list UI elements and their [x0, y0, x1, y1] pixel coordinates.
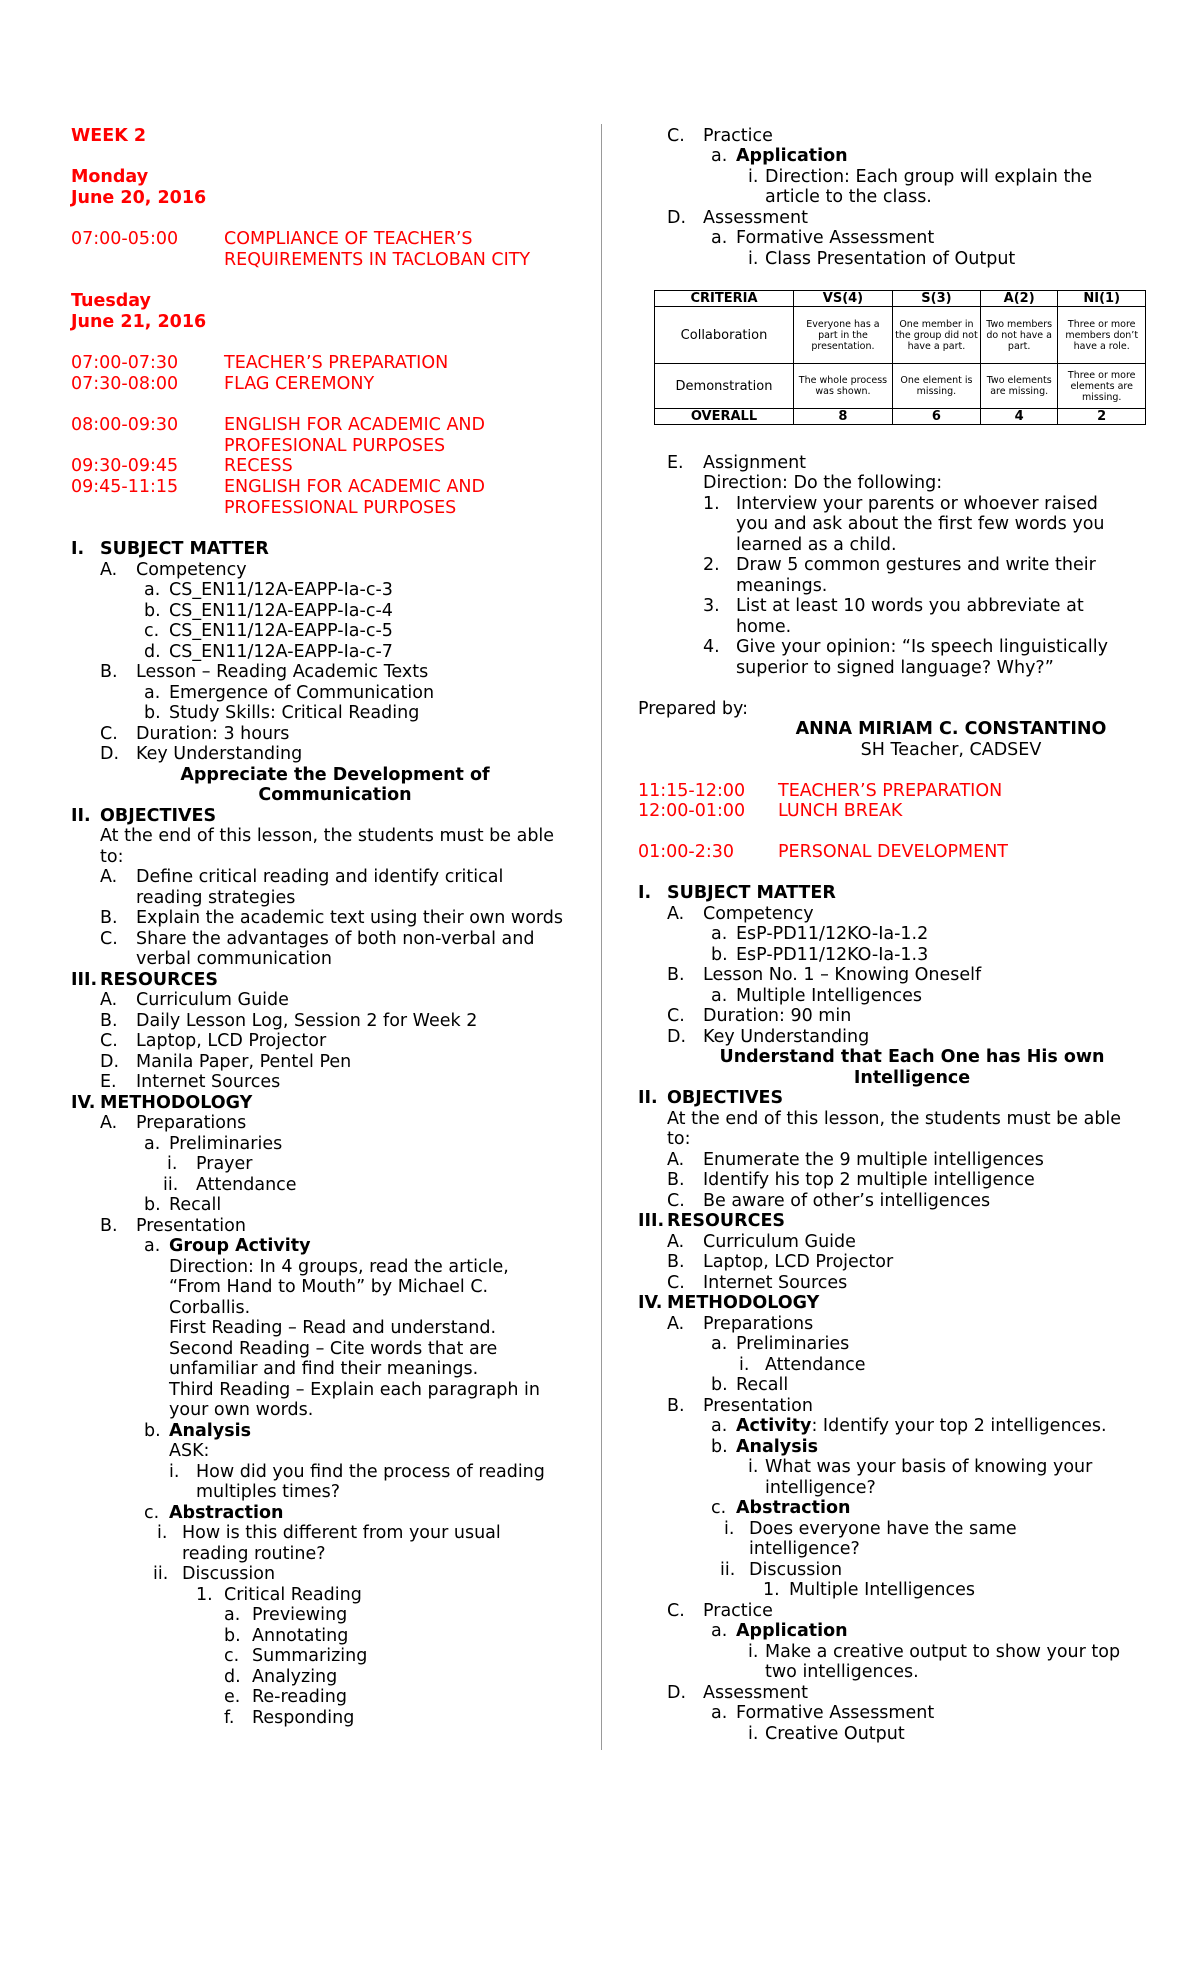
list-marker: i.	[748, 1642, 759, 1662]
rubric-criteria: Collaboration	[655, 307, 794, 364]
rubric-header: CRITERIA	[655, 291, 794, 307]
list-item: Draw 5 common gestures and write their	[736, 555, 1096, 575]
list-marker: B.	[100, 908, 118, 928]
list-marker: C.	[667, 126, 685, 146]
list-item: What was your basis of knowing your	[765, 1457, 1093, 1477]
list-item: Duration: 3 hours	[136, 724, 290, 744]
rubric-cell: Two members do not have a part.	[980, 307, 1057, 364]
list-item: home.	[736, 617, 792, 637]
list-marker: E.	[100, 1072, 117, 1092]
list-item: intelligence?	[765, 1478, 876, 1498]
objectives-intro: to:	[100, 847, 124, 867]
schedule-activity: COMPLIANCE OF TEACHER’S	[224, 229, 473, 249]
list-marker: b.	[711, 945, 728, 965]
list-item: Study Skills: Critical Reading	[169, 703, 420, 723]
activity-text: Third Reading – Explain each paragraph in	[169, 1380, 540, 1400]
list-marker: 4.	[703, 637, 720, 657]
list-marker: 1.	[763, 1580, 780, 1600]
list-item: Previewing	[252, 1605, 348, 1625]
group-activity-title: Group Activity	[169, 1236, 311, 1256]
rubric-header: VS(4)	[794, 291, 893, 307]
list-marker: C.	[667, 1006, 685, 1026]
abstraction-title: Abstraction	[736, 1498, 851, 1518]
list-marker: b.	[144, 601, 161, 621]
list-item: Discussion	[182, 1564, 276, 1584]
activity-text: your own words.	[169, 1400, 314, 1420]
section-title: SUBJECT MATTER	[667, 883, 836, 903]
rubric-cell: Three or more elements are missing.	[1058, 364, 1146, 409]
list-item: superior to signed language? Why?”	[736, 658, 1054, 678]
objectives-intro: to:	[667, 1129, 691, 1149]
list-item: Make a creative output to show your top	[765, 1642, 1121, 1662]
list-item: Preparations	[136, 1113, 247, 1133]
list-item: Multiple Intelligences	[736, 986, 923, 1006]
list-item: Define critical reading and identify critical	[136, 867, 504, 887]
list-item: Multiple Intelligences	[789, 1580, 976, 1600]
list-marker: C.	[667, 1601, 685, 1621]
section-title: METHODOLOGY	[100, 1093, 253, 1113]
schedule-time: 08:00-09:30	[71, 415, 179, 435]
schedule-activity: REQUIREMENTS IN TACLOBAN CITY	[224, 250, 531, 270]
list-marker: B.	[667, 1252, 685, 1272]
list-marker: c.	[144, 1503, 160, 1523]
monday-date: June 20, 2016	[71, 188, 207, 208]
list-item: multiples times?	[196, 1482, 341, 1502]
list-item: you and ask about the first few words you	[736, 514, 1105, 534]
list-item: Practice	[703, 126, 773, 146]
list-marker: i.	[748, 1457, 759, 1477]
application-title: Application	[736, 1621, 848, 1641]
list-item: CS_EN11/12A-EAPP-Ia-c-7	[169, 642, 393, 662]
list-marker: 3.	[703, 596, 720, 616]
rubric-header: A(2)	[980, 291, 1057, 307]
section-title: OBJECTIVES	[667, 1088, 784, 1108]
rubric-row	[655, 307, 1146, 364]
schedule-time: 07:00-05:00	[71, 229, 179, 249]
rubric-table	[654, 290, 1146, 425]
list-marker: A.	[667, 1150, 685, 1170]
list-marker: A.	[100, 990, 118, 1010]
list-item: Key Understanding	[703, 1027, 870, 1047]
section-number: III.	[638, 1211, 665, 1231]
list-marker: 2.	[703, 555, 720, 575]
list-marker: b.	[144, 1195, 161, 1215]
schedule-activity: FLAG CEREMONY	[224, 374, 375, 394]
list-marker: B.	[100, 662, 118, 682]
list-marker: a.	[711, 1416, 728, 1436]
schedule-activity: ENGLISH FOR ACADEMIC AND	[224, 415, 485, 435]
schedule-activity: TEACHER’S PREPARATION	[778, 781, 1003, 801]
list-item: Formative Assessment	[736, 1703, 935, 1723]
activity-text: Corballis.	[169, 1298, 251, 1318]
rubric-cell: One element is missing.	[892, 364, 980, 409]
list-marker: b.	[144, 703, 161, 723]
list-marker: A.	[100, 1113, 118, 1133]
list-marker: C.	[667, 1191, 685, 1211]
list-item: Daily Lesson Log, Session 2 for Week 2	[136, 1011, 478, 1031]
list-marker: D.	[667, 208, 687, 228]
section-number: II.	[638, 1088, 658, 1108]
list-item: Lesson No. 1 – Knowing Oneself	[703, 965, 982, 985]
list-marker: D.	[667, 1027, 687, 1047]
list-marker: i.	[748, 1724, 759, 1744]
list-item: Lesson – Reading Academic Texts	[136, 662, 429, 682]
monday-day: Monday	[71, 167, 149, 187]
prepared-by-label: Prepared by:	[638, 699, 748, 719]
list-marker: ii.	[163, 1175, 179, 1195]
list-item: Presentation	[136, 1216, 246, 1236]
column-divider	[601, 124, 602, 1750]
list-item: reading strategies	[136, 888, 296, 908]
rubric-overall-label: OVERALL	[655, 409, 794, 425]
activity-text: : Identify your top 2 intelligences.	[811, 1416, 1107, 1436]
list-item: Creative Output	[765, 1724, 905, 1744]
list-item: Preliminaries	[736, 1334, 850, 1354]
application-title: Application	[736, 146, 848, 166]
list-item: Laptop, LCD Projector	[136, 1031, 327, 1051]
rubric-overall-value: 4	[980, 409, 1057, 425]
schedule-activity: ENGLISH FOR ACADEMIC AND	[224, 477, 485, 497]
list-marker: e.	[224, 1687, 241, 1707]
key-understanding: Understand that Each One has His own	[719, 1047, 1105, 1067]
list-marker: i.	[169, 1462, 180, 1482]
list-marker: a.	[144, 1134, 161, 1154]
rubric-row	[655, 364, 1146, 409]
list-item: verbal communication	[136, 949, 332, 969]
list-item: Direction: Each group will explain the	[765, 167, 1093, 187]
list-marker: E.	[667, 453, 684, 473]
list-marker: 1.	[196, 1585, 213, 1605]
activity-text: First Reading – Read and understand.	[169, 1318, 497, 1338]
list-marker: i.	[157, 1523, 168, 1543]
list-item: Identify his top 2 multiple intelligence	[703, 1170, 1035, 1190]
preparer-title: SH Teacher, CADSEV	[860, 740, 1042, 760]
list-item: Curriculum Guide	[703, 1232, 856, 1252]
list-marker: i.	[748, 167, 759, 187]
section-title: RESOURCES	[667, 1211, 785, 1231]
schedule-activity: TEACHER’S PREPARATION	[224, 353, 449, 373]
list-item: CS_EN11/12A-EAPP-Ia-c-5	[169, 621, 393, 641]
schedule-time: 09:30-09:45	[71, 456, 179, 476]
rubric-cell: Everyone has a part in the presentation.	[794, 307, 893, 364]
list-marker: c.	[224, 1646, 240, 1666]
list-marker: A.	[100, 560, 118, 580]
list-marker: a.	[711, 1703, 728, 1723]
list-item: Laptop, LCD Projector	[703, 1252, 894, 1272]
list-item: Assessment	[703, 1683, 808, 1703]
rubric-cell: Three or more members don’t have a role.	[1058, 307, 1146, 364]
list-marker: a.	[711, 924, 728, 944]
list-marker: B.	[667, 1396, 685, 1416]
rubric-overall-row	[655, 409, 1146, 425]
list-marker: i.	[739, 1355, 750, 1375]
assignment-direction: Direction: Do the following:	[703, 473, 943, 493]
rubric-header: NI(1)	[1058, 291, 1146, 307]
tuesday-date: June 21, 2016	[71, 312, 207, 332]
section-number: IV.	[638, 1293, 663, 1313]
list-item: Class Presentation of Output	[765, 249, 1016, 269]
list-item: Duration: 90 min	[703, 1006, 852, 1026]
list-item: CS_EN11/12A-EAPP-Ia-c-3	[169, 580, 393, 600]
list-item: Assignment	[703, 453, 807, 473]
schedule-time: 11:15-12:00	[638, 781, 746, 801]
list-item: Annotating	[252, 1626, 349, 1646]
list-item	[736, 1416, 1107, 1436]
list-marker: 1.	[703, 494, 720, 514]
list-item: article to the class.	[765, 187, 932, 207]
list-marker: A.	[667, 1232, 685, 1252]
rubric-criteria: Demonstration	[655, 364, 794, 409]
list-item: Enumerate the 9 multiple intelligences	[703, 1150, 1044, 1170]
schedule-activity: LUNCH BREAK	[778, 801, 903, 821]
analysis-title: Analysis	[169, 1421, 252, 1441]
list-item: Give your opinion: “Is speech linguistically	[736, 637, 1108, 657]
list-marker: a.	[711, 146, 728, 166]
activity-text: “From Hand to Mouth” by Michael C.	[169, 1277, 489, 1297]
list-item: Formative Assessment	[736, 228, 935, 248]
section-title: RESOURCES	[100, 970, 218, 990]
list-item: Curriculum Guide	[136, 990, 289, 1010]
schedule-activity: PROFESSIONAL PURPOSES	[224, 498, 457, 518]
list-marker: a.	[224, 1605, 241, 1625]
list-item: Attendance	[765, 1355, 866, 1375]
list-item: Share the advantages of both non-verbal and	[136, 929, 535, 949]
rubric-cell: Two elements are missing.	[980, 364, 1057, 409]
ask-label: ASK:	[169, 1441, 210, 1461]
list-item: How is this different from your usual	[182, 1523, 501, 1543]
schedule-time: 09:45-11:15	[71, 477, 179, 497]
list-item: List at least 10 words you abbreviate at	[736, 596, 1084, 616]
list-item: Discussion	[749, 1560, 843, 1580]
list-item: Attendance	[196, 1175, 297, 1195]
list-item: Responding	[252, 1708, 355, 1728]
list-marker: D.	[100, 744, 120, 764]
list-marker: C.	[667, 1273, 685, 1293]
list-marker: f.	[224, 1708, 235, 1728]
analysis-title: Analysis	[736, 1437, 819, 1457]
list-item: How did you find the process of reading	[196, 1462, 545, 1482]
list-marker: d.	[144, 642, 161, 662]
preparer-name: ANNA MIRIAM C. CONSTANTINO	[795, 719, 1107, 739]
list-marker: a.	[711, 986, 728, 1006]
section-number: IV.	[71, 1093, 96, 1113]
list-item: Key Understanding	[136, 744, 303, 764]
list-item: Recall	[169, 1195, 222, 1215]
list-item: EsP-PD11/12KO-Ia-1.2	[736, 924, 929, 944]
list-item: Practice	[703, 1601, 773, 1621]
list-marker: C.	[100, 929, 118, 949]
list-marker: b.	[144, 1421, 161, 1441]
list-item: Competency	[703, 904, 814, 924]
list-marker: c.	[711, 1498, 727, 1518]
list-marker: A.	[100, 867, 118, 887]
tuesday-day: Tuesday	[71, 291, 151, 311]
schedule-time: 07:00-07:30	[71, 353, 179, 373]
list-item: meanings.	[736, 576, 828, 596]
list-item: Does everyone have the same	[749, 1519, 1017, 1539]
list-marker: B.	[667, 1170, 685, 1190]
rubric-overall-value: 8	[794, 409, 893, 425]
list-item: Preliminaries	[169, 1134, 283, 1154]
list-item: Explain the academic text using their own words	[136, 908, 564, 928]
list-marker: A.	[667, 1314, 685, 1334]
list-marker: a.	[144, 683, 161, 703]
list-item: Summarizing	[252, 1646, 368, 1666]
schedule-activity: RECESS	[224, 456, 293, 476]
list-item: Internet Sources	[136, 1072, 281, 1092]
list-item: Be aware of other’s intelligences	[703, 1191, 991, 1211]
list-marker: B.	[100, 1216, 118, 1236]
rubric-overall-value: 6	[892, 409, 980, 425]
schedule-time: 01:00-2:30	[638, 842, 735, 862]
schedule-activity: PROFESIONAL PURPOSES	[224, 436, 446, 456]
list-item: Preparations	[703, 1314, 814, 1334]
key-understanding: Intelligence	[853, 1068, 971, 1088]
list-item: intelligence?	[749, 1539, 860, 1559]
list-marker: B.	[667, 965, 685, 985]
list-item: Re-reading	[252, 1687, 347, 1707]
list-marker: i.	[724, 1519, 735, 1539]
list-item: learned as a child.	[736, 535, 897, 555]
list-marker: i.	[748, 249, 759, 269]
key-understanding: Appreciate the Development of	[180, 765, 490, 785]
list-marker: ii.	[153, 1564, 169, 1584]
rubric-header: S(3)	[892, 291, 980, 307]
week-heading: WEEK 2	[71, 126, 147, 146]
list-marker: c.	[144, 621, 160, 641]
list-marker: b.	[224, 1626, 241, 1646]
list-item: Competency	[136, 560, 247, 580]
activity-text: Second Reading – Cite words that are	[169, 1339, 498, 1359]
abstraction-title: Abstraction	[169, 1503, 284, 1523]
list-item: Internet Sources	[703, 1273, 848, 1293]
list-marker: B.	[100, 1011, 118, 1031]
list-item: Interview your parents or whoever raised	[736, 494, 1098, 514]
list-item: CS_EN11/12A-EAPP-Ia-c-4	[169, 601, 393, 621]
list-item: reading routine?	[182, 1544, 326, 1564]
list-marker: a.	[144, 1236, 161, 1256]
list-item: Prayer	[196, 1154, 253, 1174]
list-item: Assessment	[703, 208, 808, 228]
schedule-activity: PERSONAL DEVELOPMENT	[778, 842, 1008, 862]
list-marker: D.	[667, 1683, 687, 1703]
objectives-intro: At the end of this lesson, the students must be able	[100, 826, 555, 846]
list-marker: ii.	[720, 1560, 736, 1580]
list-item: two intelligences.	[765, 1662, 919, 1682]
section-number: III.	[71, 970, 98, 990]
list-marker: a.	[711, 228, 728, 248]
section-title: OBJECTIVES	[100, 806, 217, 826]
schedule-time: 07:30-08:00	[71, 374, 179, 394]
rubric-cell: One member in the group did not have a part.	[892, 307, 980, 364]
section-number: I.	[638, 883, 652, 903]
list-marker: d.	[224, 1667, 241, 1687]
key-understanding: Communication	[258, 785, 412, 805]
list-marker: a.	[711, 1621, 728, 1641]
list-item: Analyzing	[252, 1667, 338, 1687]
rubric-overall-value: 2	[1058, 409, 1146, 425]
list-marker: a.	[144, 580, 161, 600]
list-marker: A.	[667, 904, 685, 924]
list-item: Presentation	[703, 1396, 813, 1416]
activity-label: Activity	[736, 1416, 812, 1436]
list-item: Emergence of Communication	[169, 683, 435, 703]
section-title: SUBJECT MATTER	[100, 539, 269, 559]
schedule-time: 12:00-01:00	[638, 801, 746, 821]
section-number: I.	[71, 539, 85, 559]
rubric-header-row	[655, 291, 1146, 307]
list-item: Recall	[736, 1375, 789, 1395]
activity-text: unfamiliar and find their meanings.	[169, 1359, 479, 1379]
list-item: Manila Paper, Pentel Pen	[136, 1052, 352, 1072]
list-item: Critical Reading	[224, 1585, 362, 1605]
section-number: II.	[71, 806, 91, 826]
list-marker: C.	[100, 1031, 118, 1051]
activity-text: Direction: In 4 groups, read the article,	[169, 1257, 509, 1277]
list-marker: D.	[100, 1052, 120, 1072]
list-marker: i.	[167, 1154, 178, 1174]
list-marker: a.	[711, 1334, 728, 1354]
list-marker: b.	[711, 1437, 728, 1457]
objectives-intro: At the end of this lesson, the students must be able	[667, 1109, 1122, 1129]
rubric-cell: The whole process was shown.	[794, 364, 893, 409]
list-marker: C.	[100, 724, 118, 744]
list-item: EsP-PD11/12KO-Ia-1.3	[736, 945, 929, 965]
list-marker: b.	[711, 1375, 728, 1395]
section-title: METHODOLOGY	[667, 1293, 820, 1313]
